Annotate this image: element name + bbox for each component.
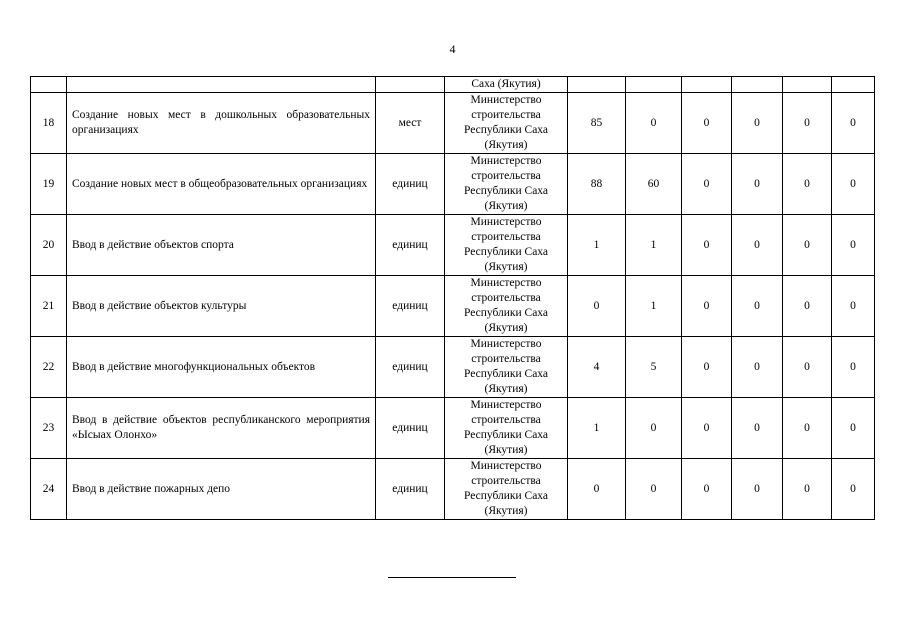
value-5: 0 — [783, 215, 832, 276]
value-3: 0 — [682, 337, 732, 398]
value-1: 85 — [568, 93, 626, 154]
indicator-name: Ввод в действие пожарных депо — [67, 459, 376, 520]
value-2: 0 — [626, 93, 682, 154]
row-number: 19 — [31, 154, 67, 215]
table-row — [31, 337, 875, 398]
value-1: 0 — [568, 276, 626, 337]
value-4: 0 — [732, 398, 783, 459]
indicator-name: Ввод в действие объектов спорта — [67, 215, 376, 276]
value-6: 0 — [832, 398, 875, 459]
row-number: 22 — [31, 337, 67, 398]
indicator-name: Ввод в действие многофункциональных объектов — [67, 337, 376, 398]
value-6: 0 — [832, 154, 875, 215]
cell-empty — [376, 77, 445, 93]
executor: Министерство строительства Республики Саха (Якутия) — [445, 337, 568, 398]
row-number: 23 — [31, 398, 67, 459]
table-row-continuation — [31, 77, 875, 93]
unit-of-measure: единиц — [376, 459, 445, 520]
cell-empty — [31, 77, 67, 93]
table-row — [31, 93, 875, 154]
cell-empty — [783, 77, 832, 93]
executor: Министерство строительства Республики Саха (Якутия) — [445, 215, 568, 276]
value-1: 1 — [568, 398, 626, 459]
value-1: 4 — [568, 337, 626, 398]
cell-empty — [832, 77, 875, 93]
value-2: 0 — [626, 398, 682, 459]
unit-of-measure: единиц — [376, 276, 445, 337]
value-5: 0 — [783, 337, 832, 398]
cell-empty — [732, 77, 783, 93]
unit-of-measure: единиц — [376, 398, 445, 459]
value-5: 0 — [783, 398, 832, 459]
unit-of-measure: мест — [376, 93, 445, 154]
value-2: 1 — [626, 276, 682, 337]
cell-empty — [568, 77, 626, 93]
executor: Министерство строительства Республики Саха (Якутия) — [445, 398, 568, 459]
table-body — [31, 77, 875, 520]
unit-of-measure: единиц — [376, 337, 445, 398]
executor-continuation: Саха (Якутия) — [445, 77, 568, 93]
value-5: 0 — [783, 93, 832, 154]
table-row — [31, 459, 875, 520]
value-4: 0 — [732, 93, 783, 154]
value-6: 0 — [832, 93, 875, 154]
value-4: 0 — [732, 459, 783, 520]
value-1: 1 — [568, 215, 626, 276]
executor: Министерство строительства Республики Саха (Якутия) — [445, 276, 568, 337]
executor: Министерство строительства Республики Саха (Якутия) — [445, 93, 568, 154]
value-1: 88 — [568, 154, 626, 215]
executor: Министерство строительства Республики Саха (Якутия) — [445, 154, 568, 215]
indicator-name: Создание новых мест в общеобразовательных организациях — [67, 154, 376, 215]
row-number: 21 — [31, 276, 67, 337]
value-4: 0 — [732, 337, 783, 398]
value-2: 1 — [626, 215, 682, 276]
value-4: 0 — [732, 276, 783, 337]
indicator-name: Ввод в действие объектов культуры — [67, 276, 376, 337]
footer-rule — [388, 577, 516, 578]
unit-of-measure: единиц — [376, 215, 445, 276]
indicator-name: Ввод в действие объектов республиканского мероприятия «Ысыах Олонхо» — [67, 398, 376, 459]
value-1: 0 — [568, 459, 626, 520]
value-6: 0 — [832, 337, 875, 398]
executor: Министерство строительства Республики Саха (Якутия) — [445, 459, 568, 520]
row-number: 24 — [31, 459, 67, 520]
value-4: 0 — [732, 154, 783, 215]
value-2: 60 — [626, 154, 682, 215]
value-3: 0 — [682, 154, 732, 215]
value-6: 0 — [832, 459, 875, 520]
value-5: 0 — [783, 276, 832, 337]
unit-of-measure: единиц — [376, 154, 445, 215]
value-2: 0 — [626, 459, 682, 520]
table-row — [31, 276, 875, 337]
value-6: 0 — [832, 215, 875, 276]
value-3: 0 — [682, 276, 732, 337]
value-3: 0 — [682, 459, 732, 520]
value-4: 0 — [732, 215, 783, 276]
value-3: 0 — [682, 93, 732, 154]
table-row — [31, 398, 875, 459]
value-5: 0 — [783, 154, 832, 215]
value-5: 0 — [783, 459, 832, 520]
table-row — [31, 154, 875, 215]
value-3: 0 — [682, 215, 732, 276]
table-row — [31, 215, 875, 276]
value-2: 5 — [626, 337, 682, 398]
row-number: 20 — [31, 215, 67, 276]
value-3: 0 — [682, 398, 732, 459]
value-6: 0 — [832, 276, 875, 337]
row-number: 18 — [31, 93, 67, 154]
indicator-name: Создание новых мест в дошкольных образовательных организациях — [67, 93, 376, 154]
cell-empty — [682, 77, 732, 93]
indicators-table — [30, 76, 875, 520]
page-number: 4 — [449, 42, 456, 56]
cell-empty — [67, 77, 376, 93]
cell-empty — [626, 77, 682, 93]
